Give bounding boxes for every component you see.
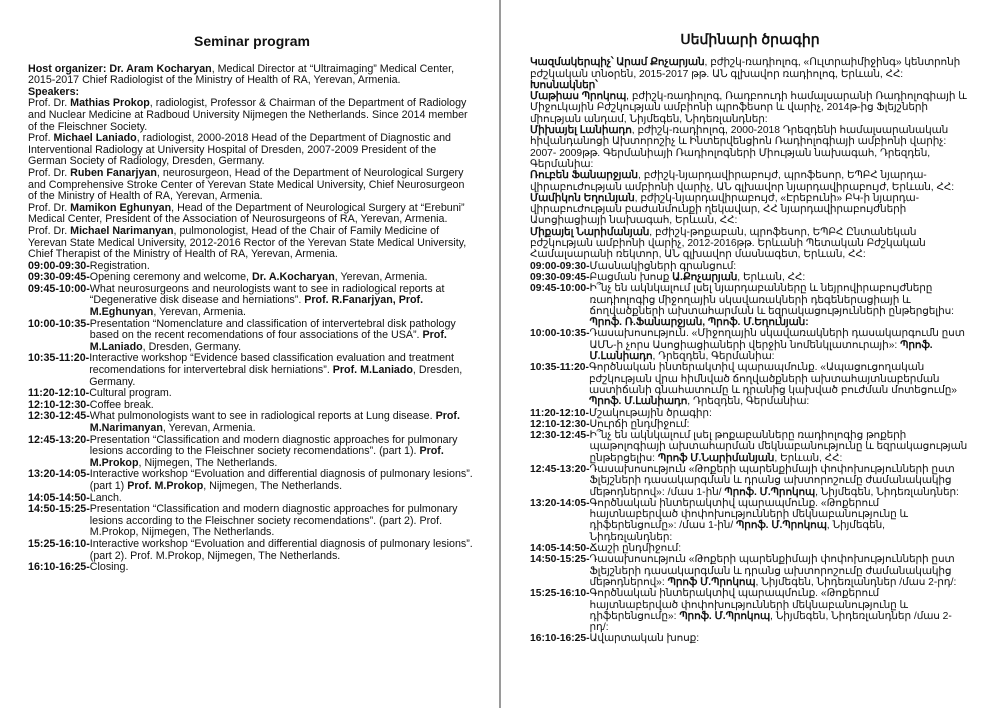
schedule-item	[530, 464, 970, 498]
schedule-text: Interactive workshop “Evoluation and differential diagnosis of pulmonary lesions”. (part 1)	[89, 468, 473, 492]
schedule-item	[530, 543, 970, 554]
schedule-time: 10:35-11:20-	[28, 352, 90, 365]
speaker-entry	[530, 91, 970, 125]
schedule-text: Ի՞նչ են ակնկալում լսել թոքաբանները ռադիոլոգից թոքերի պաթոլոգիայի ախտահարման մեկնաբանությունը և եզրակացության ընթերցելիս:	[589, 430, 968, 464]
schedule-item	[28, 562, 476, 574]
schedule-time: 14:50-15:25-	[530, 554, 590, 566]
schedule-list	[28, 261, 476, 574]
schedule-speaker: Պրոֆ. Մ.Լանիադո	[588, 396, 688, 408]
schedule-speaker: Պրոֆ. Մ.Պրոկոպ	[679, 610, 771, 622]
host-label: Կազմակերպիչ՝ Արամ Քոչարյան	[530, 57, 705, 69]
schedule-description	[90, 562, 476, 574]
schedule-time: 13:20-14:05-	[28, 468, 90, 481]
schedule-description	[590, 272, 970, 283]
schedule-item	[530, 498, 970, 543]
schedule-time: 09:30-09:45-	[28, 271, 90, 284]
speaker-name: Mathias Prokop	[70, 97, 150, 110]
speaker-prefix: Prof. Dr.	[28, 224, 71, 237]
speaker-entry	[28, 226, 476, 261]
schedule-description	[90, 469, 476, 492]
schedule-speaker: Պրոֆ. Մ.Լանիադո	[589, 339, 933, 363]
schedule-description	[590, 261, 970, 272]
speaker-entry	[28, 168, 476, 203]
host-organizer	[530, 57, 970, 80]
schedule-description	[590, 554, 970, 588]
speaker-name: Մամիկոն Եղունյան	[530, 192, 635, 204]
schedule-time: 12:30-12:45-	[530, 430, 590, 442]
speaker-description: , neurosurgeon, Head of the Department of Neurological Surgery and Comprehensive Stroke Center of Yerevan State Medical University, Chief Neurosurgeon of the Ministry of Health of RA, Yerevan, Armenia.	[28, 166, 465, 203]
schedule-text: Presentation “Classification and modern diagnostic approaches for pulmonary lesions according to the Fleischner society recomendations”. (part 2). Prof. M.Prokop, Nijmegen, The Netherlands.	[89, 503, 458, 539]
schedule-text: Cultural program.	[89, 387, 172, 400]
schedule-item	[530, 430, 970, 464]
schedule-text: Գործնական ինտերակտիվ պարապմունք. «Թոքերում հայտնաբերված փոփոխությունների մեկնաբանությունը և դիֆերենցումը»: /մաս 1-ին/	[589, 497, 908, 532]
schedule-time: 12:10-12:30-	[28, 398, 90, 411]
schedule-speaker: Prof. M.Laniado	[89, 329, 447, 353]
speaker-entry	[530, 193, 970, 227]
speaker-description: , բժիշկ-նյարդավիրաբույժ, պրոֆեսոր, ԵՊԲՀ նյարդա-վիրաբուժության ամբիոնի վարիչ, ԱՆ գլխավոր նյարդավիրաբույժ, Երևան, ՀՀ:	[530, 170, 955, 193]
schedule-item	[28, 539, 476, 562]
schedule-item	[530, 554, 970, 588]
schedule-text: Մասնակիցների գրանցում:	[589, 260, 737, 272]
schedule-description	[590, 543, 970, 554]
schedule-item	[530, 261, 970, 272]
schedule-time: 12:30-12:45-	[28, 410, 90, 423]
schedule-item	[28, 504, 476, 539]
schedule-location: , Երևան, ՀՀ:	[774, 452, 843, 464]
schedule-description	[589, 362, 970, 407]
schedule-description	[590, 633, 970, 644]
schedule-time: 12:45-13:20-	[28, 433, 90, 446]
schedule-list	[530, 261, 970, 645]
schedule-text: Opening ceremony and welcome,	[89, 271, 252, 284]
speaker-name: Միխայել Լանիադո	[530, 125, 632, 137]
schedule-time: 16:10-16:25-	[530, 633, 590, 645]
schedule-speaker: Prof. M.Laniado	[332, 364, 413, 377]
schedule-text: Interactive workshop “Evoluation and differential diagnosis of pulmonary lesions”. (part 2). Prof. M.Prokop, Nijmegen, The Netherlands.	[89, 537, 473, 562]
schedule-description	[90, 284, 476, 319]
schedule-time: 15:25-16:10-	[28, 537, 90, 550]
schedule-description	[90, 319, 476, 354]
speaker-description: , բժիշկ-ռադիոլոգ, Ռադբոուդի համալսարանի Ռադիոլոգիայի և Միջուկային Բժշկության ամբիոնի պրոֆեսոր և վարիչ, 2014թ-ից Ֆլեյշների միության անդամ, Նիյմեգեն, Նիդեռլանդներ:	[530, 91, 967, 125]
schedule-text: Դասախոսություն «Թոքերի պարենքիմայի փոփոխությունների ըստ Ֆլեյշների դասակարգման և դրանց ախտորոշումը ժամանակակից մեթոդներով»: /մաս 1-ին/	[589, 463, 955, 498]
speaker-name: Ruben Fanarjyan	[70, 166, 157, 179]
speaker-name: Ռուբեն Ֆանարջյան	[530, 170, 638, 182]
schedule-text: What neurosurgeons and neurologists want to see in radiological reports at “Degenerative disk disease and herniations”.	[89, 282, 445, 307]
schedule-location: , Դրեզդեն, Գերմանիա:	[687, 396, 810, 408]
host-organizer	[28, 64, 476, 87]
schedule-item	[28, 411, 476, 434]
speaker-description: , radiologist, 2000-2018 Head of the Department of Diagnostic and Interventional Radiology at University Hospital of Dresden, 2007-2009 President of the German Society of Radiology, Dresden, Germany.	[28, 132, 451, 168]
schedule-time: 13:20-14:05-	[530, 497, 590, 509]
schedule-location: , Nijmegen, The Netherlands.	[138, 456, 278, 469]
schedule-location: , Dresden, Germany.	[142, 340, 242, 353]
schedule-speaker: Պրոֆ Մ.Պրոկոպ	[667, 576, 756, 588]
schedule-description	[590, 464, 970, 498]
schedule-speaker: Dr. A.Kocharyan	[251, 271, 335, 284]
schedule-text: Interactive workshop “Evidence based classification evaluation and treatment recomendations for intervertebral disk herniations”.	[89, 352, 454, 377]
host-label: Host organizer: Dr. Aram Kocharyan	[28, 62, 212, 75]
schedule-time: 12:45-13:20-	[530, 463, 590, 475]
page-spine	[499, 0, 501, 708]
speaker-name: Mamikon Eghunyan	[70, 201, 172, 214]
schedule-time: 10:35-11:20-	[530, 362, 589, 374]
schedule-location: , Երևան, ՀՀ:	[737, 271, 806, 283]
speaker-prefix: Prof. Dr.	[28, 97, 71, 110]
schedule-item	[28, 319, 476, 354]
schedule-location: , Yerevan, Armenia.	[153, 306, 247, 319]
schedule-time: 14:05-14:50-	[28, 491, 90, 504]
schedule-text: Գործնական ինտերակտիվ պարապմունք. «Ապացուցողական բժշկության վրա հիմնված ճողվածքների ախտահայտնաբերման աստիճանի գնահատումը և դրանից կախված բուժման մոտեցումը»	[588, 362, 957, 396]
schedule-text: Registration.	[89, 259, 150, 272]
schedule-text: Դասախոսություն. «Միջողային սկավառակների դասակարգումն ըստ ԱՄՆ-ի չորս Ասոցիացիաների վերջին նոմենկլատուրայի»:	[589, 328, 965, 351]
schedule-location: , Նիյմեգեն, Նիդեռլանդներ:	[589, 520, 886, 543]
speaker-entry	[28, 203, 476, 226]
speaker-entry	[28, 133, 476, 168]
schedule-description	[90, 504, 476, 539]
schedule-text: Գործնական ինտերակտիվ պարապմունք. «Թոքերում հայտնաբերված փոփոխությունների մեկնաբանությունը և դիֆերենցումը»:	[589, 588, 908, 622]
schedule-text: Ճաշի ընդմիջում:	[589, 543, 682, 555]
speaker-name: Միքայել Նարիմանյան	[530, 226, 650, 238]
speaker-entry	[530, 170, 970, 193]
schedule-time: 15:25-16:10-	[530, 588, 590, 600]
schedule-speaker: Պրոֆ. Մ.Պրոկոպ	[724, 486, 816, 498]
schedule-time: 09:00-09:30-	[28, 259, 90, 272]
speaker-description: , radiologist, Professor & Chairman of the Department of Radiology and Nuclear Medicine at Radboud University Nijmegen the Netherlands. Since 2014 member of the Fleischner Society.	[28, 97, 468, 133]
schedule-description	[90, 539, 476, 562]
schedule-text: Ի՞նչ են ակնկալում լսել նյարդաբանները և նեյրովիրաբույժները ռադիոլոգից միջողային սկավառակների դեգեներացիայի և ճողվածքների ախտահարման և եզրակացությունների ընթերցելիս:	[589, 283, 955, 317]
speaker-name: Մաթիաս Պրոկոպ	[530, 91, 627, 103]
schedule-location: , Նիյմեգեն, Նիդեռլանդներ /մաս 2-րդ/:	[589, 610, 952, 634]
schedule-speaker: Prof. M.Prokop	[127, 479, 204, 492]
schedule-time: 09:30-09:45-	[530, 271, 590, 283]
speaker-description: , բժիշկ-թոքաբան, պրոֆեսոր, ԵՊԲՀ Ընտանեկան բժշկության ամբիոնի վարիչ, 2012-2016թթ. Երևանի Պետական Բժշկական Համալսարանի ռեկտոր, ԱՆ գլխավոր մասնագետ, Երևան, ՀՀ:	[530, 226, 926, 261]
schedule-description	[90, 435, 476, 470]
schedule-location: , Նիյմեգեն, Նիդեռլանդներ:	[815, 486, 959, 498]
speaker-description: , Head of the Department of Neurological Surgery at “Erebuni” Medical Center, President of the Association of Neurosurgeons of RA, Yerevan, Armenia.	[28, 201, 465, 226]
schedule-description	[590, 419, 970, 430]
schedule-description	[590, 430, 970, 464]
speakers-heading: Խոսնակներ՝	[530, 79, 598, 91]
schedule-location: , Yerevan, Armenia.	[334, 271, 428, 284]
schedule-text: Սուրճի ընդմիջում:	[589, 418, 690, 430]
schedule-description	[590, 588, 970, 633]
schedule-item	[28, 353, 476, 388]
schedule-speaker: Պրոֆ. Ռ.Ֆանարջյան, Պրոֆ. Մ.Եղունյան:	[589, 317, 809, 329]
schedule-text: Coffee break.	[89, 398, 154, 411]
host-text: , բժիշկ-ռադիոլոգ, «Ուլտրաիմիջինգ» կենտրոնի բժշկական տնօրեն, 2015-2017 թթ. ԱՆ գլխավոր ռադիոլոգ, Երևան, ՀՀ:	[530, 57, 961, 80]
schedule-item	[530, 328, 970, 362]
schedule-item	[530, 362, 970, 407]
schedule-text: Closing.	[89, 561, 129, 574]
schedule-text: Ավարտական խոսք:	[589, 633, 700, 645]
schedule-item	[28, 469, 476, 492]
speaker-prefix: Prof.	[28, 132, 54, 145]
schedule-text: Presentation “Nomenclature and classification of intervertebral disk pathology based on the recent recomendations of four associations of the USA”.	[89, 317, 456, 342]
english-page	[28, 0, 476, 708]
schedule-time: 12:10-12:30-	[530, 418, 590, 430]
schedule-time: 14:50-15:25-	[28, 503, 90, 516]
schedule-description	[89, 353, 476, 388]
speakers-list	[530, 91, 970, 260]
schedule-item	[530, 408, 970, 419]
schedule-time: 09:45-10:00-	[530, 283, 590, 295]
schedule-item	[28, 435, 476, 470]
speaker-name: Michael Laniado	[53, 132, 137, 145]
schedule-description	[90, 411, 476, 434]
speaker-prefix: Prof. Dr.	[28, 166, 71, 179]
schedule-time: 09:00-09:30-	[530, 260, 590, 272]
schedule-description	[589, 408, 970, 419]
schedule-time: 09:45-10:00-	[28, 282, 90, 295]
schedule-item	[28, 284, 476, 319]
schedule-time: 11:20-12:10-	[28, 387, 90, 400]
schedule-text: Դասախոսություն «Թոքերի պարենքիմայի փոփոխությունների ըստ Ֆլեյշների դասակարգման և դրանց ախտորոշումը ժամանակակից մեթոդներով»:	[589, 554, 955, 588]
speakers-list	[28, 98, 476, 260]
schedule-time: 14:05-14:50-	[530, 543, 590, 555]
speaker-prefix: Prof. Dr.	[28, 201, 71, 214]
schedule-time: 10:00-10:35-	[530, 328, 590, 340]
schedule-location: , Nijmegen, The Netherlands.	[203, 479, 343, 492]
schedule-speaker: Ա.Քոչարյան	[672, 271, 738, 283]
schedule-speaker: Պրոֆ Մ.Նարիմանյան	[657, 452, 775, 464]
speakers-heading: Speakers:	[28, 85, 80, 98]
schedule-item	[530, 588, 970, 633]
speaker-entry	[28, 98, 476, 133]
schedule-item	[530, 272, 970, 283]
schedule-time: 10:00-10:35-	[28, 317, 90, 330]
speaker-name: Michael Narimanyan	[70, 224, 174, 237]
schedule-speaker: Պրոֆ. Մ.Պրոկոպ	[736, 520, 827, 532]
schedule-text: Lanch.	[89, 491, 122, 504]
schedule-speaker: Prof. R.Fanarjyan, Prof. M.Eghunyan	[89, 294, 424, 319]
schedule-text: What pulmonologists want to see in radiological reports at Lung disease.	[89, 410, 436, 423]
page-title: Սեմինարի ծրագիր	[680, 31, 820, 47]
schedule-speaker: Prof. M.Prokop	[89, 445, 444, 469]
schedule-text: Մշակութային ծրագիր:	[588, 407, 712, 419]
speaker-description: , բժիշկ-ռադիոլոգ, 2000-2018 Դրեզդենի համալսարանական հիվանդանոցի Ախտորոշիչ և Ինտերվենցիոն Ռադիոլոգիայի ամբիոնի վարիչ: 2007- 2009թթ. Գերմանիայի Ռադիոլոգների Միության նախագահ, Դրեզդեն, Գերմանիա:	[530, 125, 949, 170]
schedule-time: 11:20-12:10-	[530, 407, 589, 419]
armenian-page	[530, 0, 970, 708]
schedule-item	[530, 419, 970, 430]
speaker-description: , բժիշկ-նյարդավիրաբույժ, «Էրեբունի» ԲԿ-ի նյարդա-վիրաբուժության բաժանմունքի ղեկավար, ՀՀ նյարդավիրաբույժների Ասոցիացիայի նախագահ, Երևան, ՀՀ:	[530, 192, 920, 227]
schedule-location: , Նիյմեգեն, Նիդեռլանդներ /մաս 2-րդ/:	[755, 576, 957, 588]
schedule-location: , Dresden, Germany.	[89, 364, 463, 388]
speaker-description: , pulmonologist, Head of the Chair of Family Medicine of Yerevan State Medical University, 2012-2016 Rector of the Yerevan State Medical University, Chief Therapist of the Ministry of Health of RA, Yerevan, Armenia.	[28, 224, 467, 261]
schedule-text: Presentation “Classification and modern diagnostic approaches for pulmonary lesions according to the Fleischner society recomendations”. (part 1).	[89, 433, 458, 458]
host-text: , Medical Director at “Ultraimaging” Medical Center, 2015-2017 Chief Radiologist of the Ministry of Health of RA, Yerevan, Armenia.	[28, 62, 455, 87]
schedule-time: 16:10-16:25-	[28, 561, 90, 574]
schedule-location: , Yerevan, Armenia.	[162, 422, 256, 434]
schedule-description	[590, 328, 970, 362]
page-title: Seminar program	[194, 33, 310, 49]
schedule-description	[590, 498, 970, 543]
schedule-speaker: Prof. M.Narimanyan	[89, 410, 460, 434]
schedule-item	[530, 283, 970, 328]
speaker-entry	[530, 227, 970, 261]
schedule-item	[530, 633, 970, 644]
speaker-entry	[530, 125, 970, 170]
schedule-text: Բացման խոսք	[589, 271, 673, 283]
schedule-location: , Դրեզդեն, Գերմանիա:	[652, 351, 775, 363]
schedule-description	[590, 283, 970, 328]
